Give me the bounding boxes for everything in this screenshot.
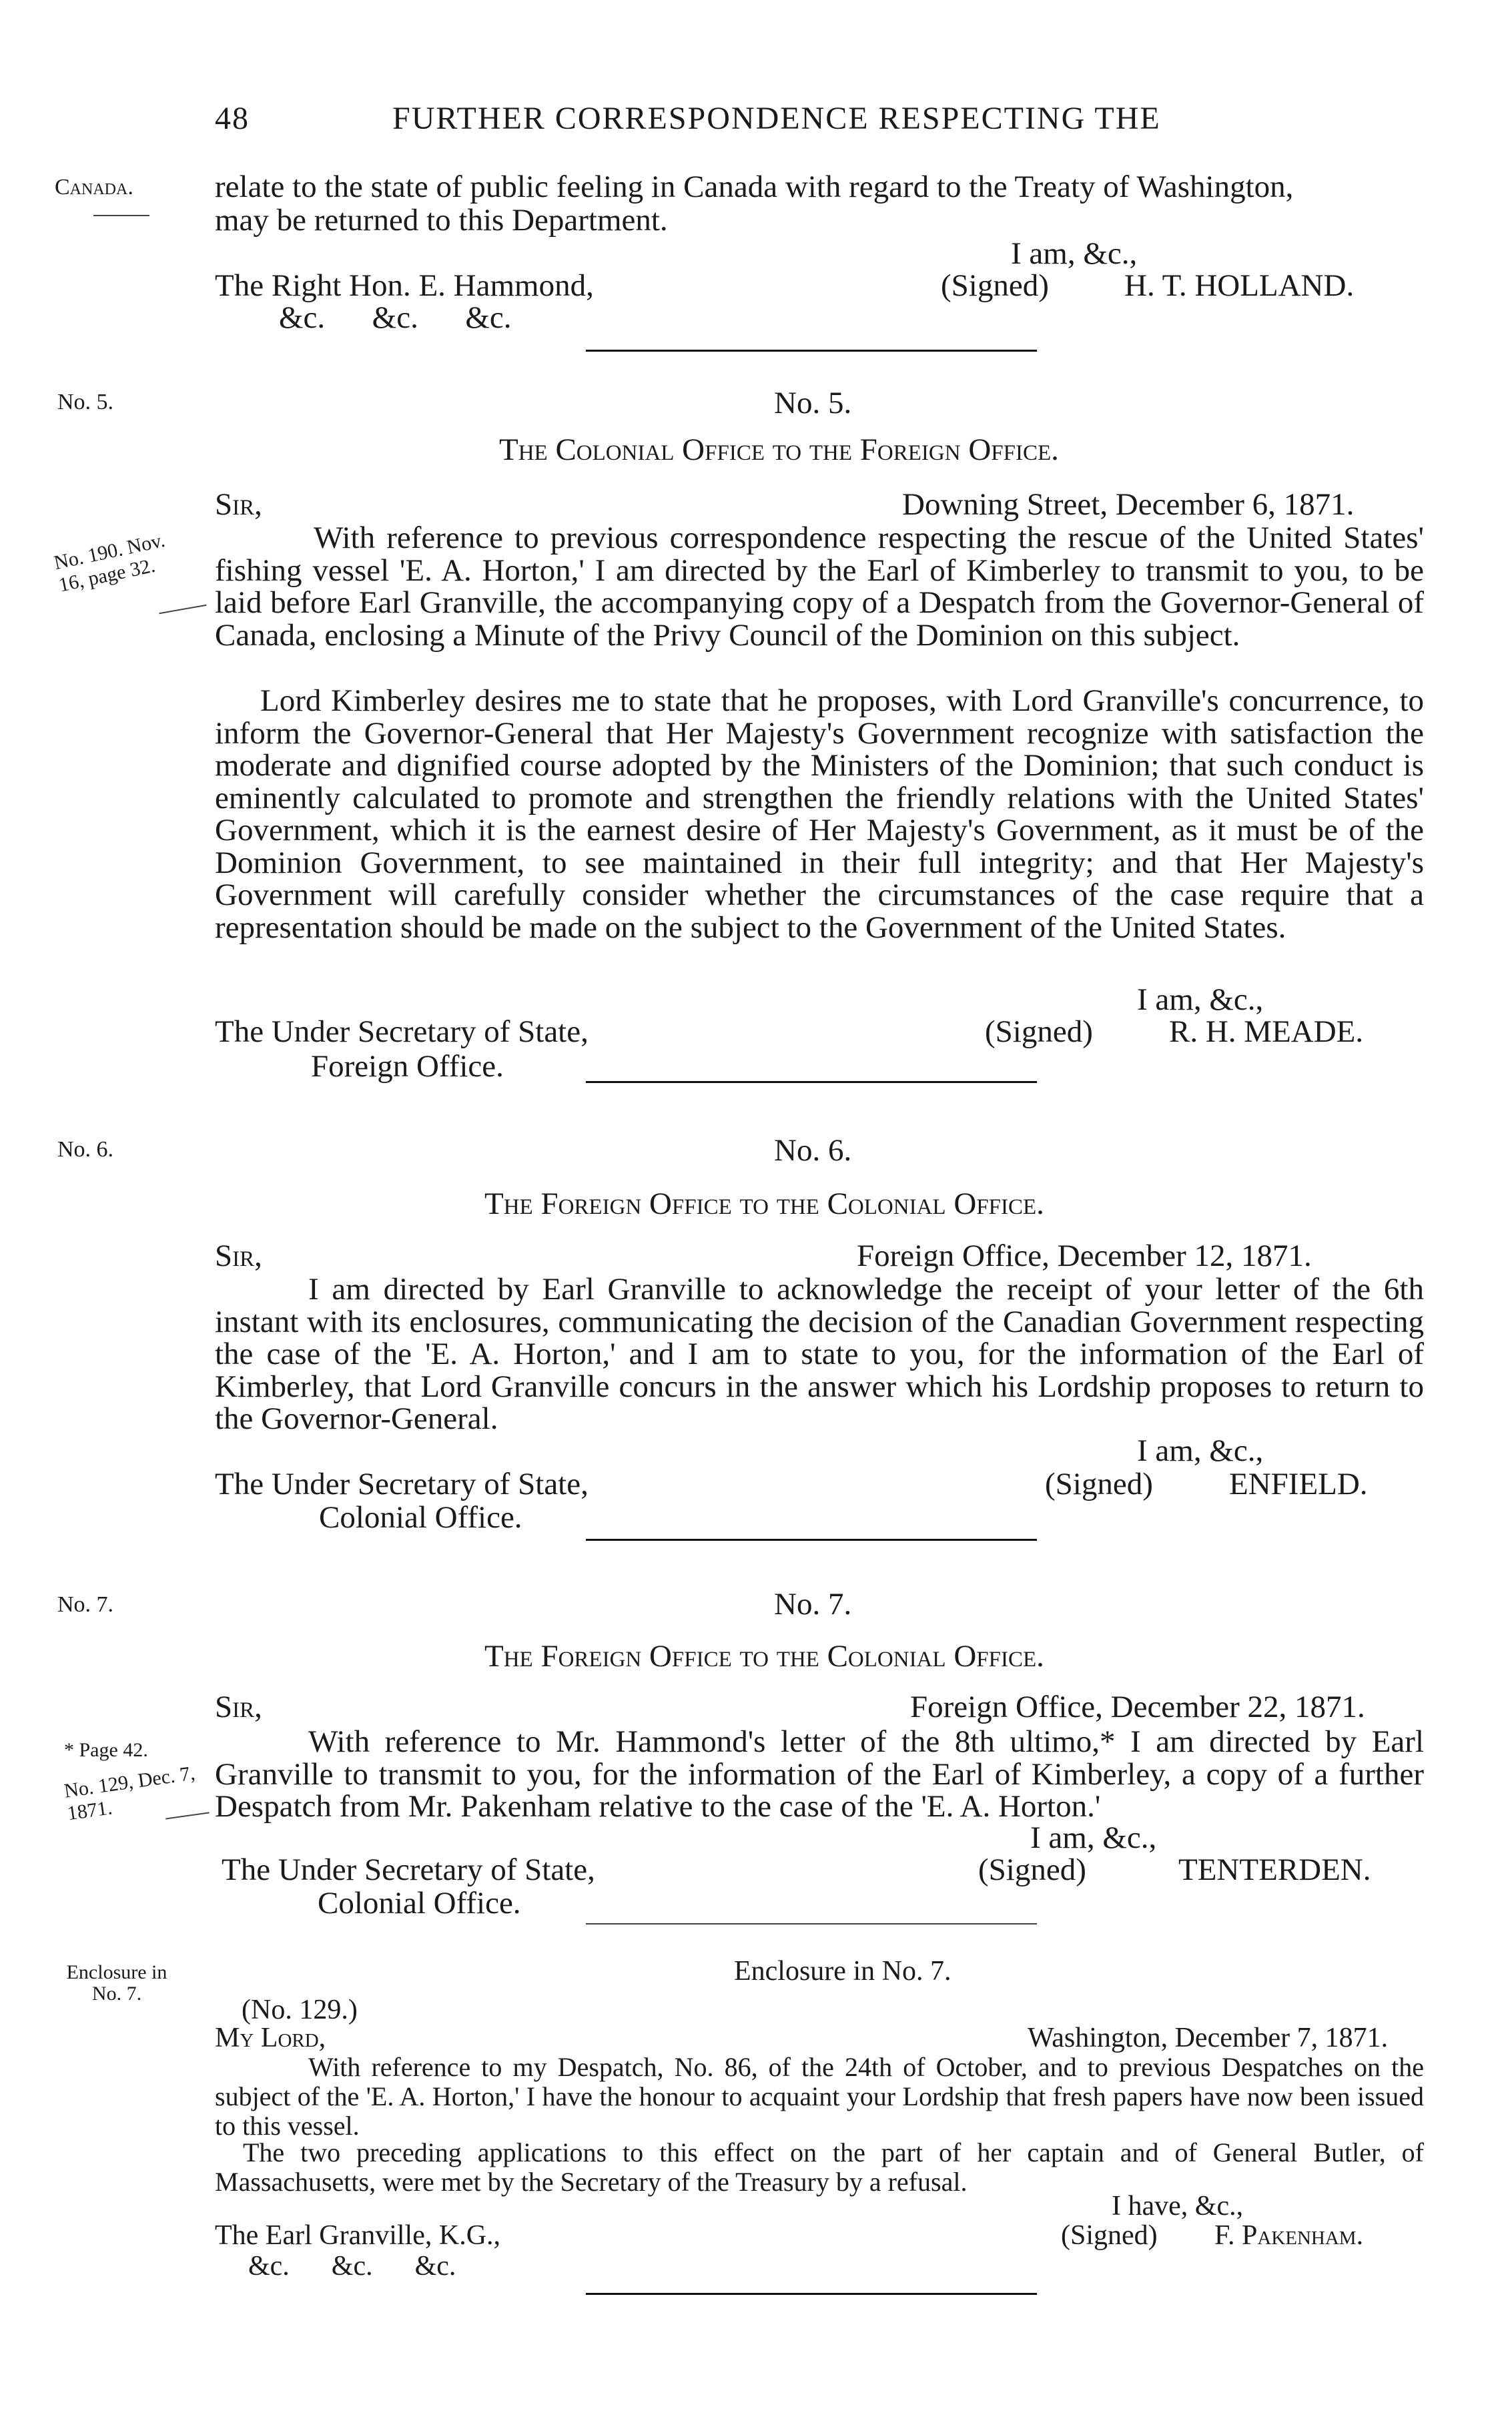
- enclosure-signatory: F. Pakenham.: [1214, 2220, 1364, 2251]
- no7-margin-ref-line: [165, 1812, 210, 1819]
- prev-line1: relate to the state of public feeling in Canada with regard to the Treaty of Washington,: [215, 169, 1294, 204]
- prev-recipient: The Right Hon. E. Hammond,: [215, 268, 594, 303]
- margin-no6: No. 6.: [57, 1137, 114, 1162]
- divider-5: [586, 2293, 1037, 2295]
- no5-title: No. 5.: [774, 386, 852, 420]
- no5-subtitle: The Colonial Office to the Foreign Office.: [499, 432, 1059, 467]
- no5-recipient2: Foreign Office.: [311, 1049, 504, 1084]
- divider-2: [586, 1081, 1037, 1083]
- divider-1: [586, 350, 1037, 352]
- no7-subtitle: The Foreign Office to the Colonial Office.: [484, 1639, 1044, 1674]
- margin-canada: Canada.: [55, 175, 133, 200]
- no5-salutation: Sir,: [215, 487, 262, 522]
- enclosure-closing: I have, &c.,: [1112, 2191, 1244, 2221]
- margin-no7: No. 7.: [57, 1592, 114, 1617]
- divider-4: [586, 1923, 1037, 1925]
- prev-line2: may be returned to this Department.: [215, 203, 668, 238]
- no6-dateline: Foreign Office, December 12, 1871.: [857, 1239, 1312, 1273]
- enclosure-para2: The two preceding applications to this effect on the part of her captain and of General Butler, of Massachusetts, were met by the Secretary of the Treasury by a refusal.: [215, 2137, 1424, 2197]
- prev-signatory: H. T. HOLLAND.: [1124, 268, 1355, 303]
- no5-dateline: Downing Street, December 6, 1871.: [902, 487, 1355, 522]
- page-number: 48: [215, 101, 250, 136]
- divider-3: [586, 1539, 1037, 1541]
- no5-signed: (Signed): [985, 1014, 1093, 1049]
- no7-signatory: TENTERDEN.: [1178, 1852, 1371, 1887]
- no6-recipient: The Under Secretary of State,: [215, 1467, 589, 1501]
- no7-signed: (Signed): [978, 1852, 1086, 1887]
- no5-para1: With reference to previous correspondence respecting the rescue of the United States' fishing vessel 'E. A. Horton,' I am directed by the Earl of Kimberley to transmit to you, to be laid before Earl Granville, the accompanying copy of a Despatch from the Governor-General of Canada, enclosing a Minute of the Privy Council of the Dominion on this subject.: [215, 521, 1424, 653]
- enclosure-ref: (No. 129.): [242, 1995, 358, 2025]
- no7-dateline: Foreign Office, December 22, 1871.: [910, 1690, 1365, 1724]
- no5-margin-ref-line: [159, 605, 206, 614]
- no6-signatory: ENFIELD.: [1229, 1467, 1368, 1501]
- no6-closing: I am, &c.,: [1137, 1433, 1264, 1468]
- no6-signed: (Signed): [1045, 1467, 1153, 1501]
- no7-para1: With reference to Mr. Hammond's letter of the 8th ultimo,* I am directed by Earl Granville to transmit to you, for the information of the Earl of Kimberley, a copy of a further Despatch from Mr. Pakenham relative to the case of the 'E. A. Horton.': [215, 1724, 1424, 1824]
- no7-title: No. 7.: [774, 1587, 852, 1622]
- no7-margin-note1: * Page 42.: [64, 1739, 148, 1761]
- no7-recipient: The Under Secretary of State,: [222, 1852, 595, 1887]
- margin-enclosure: Enclosure in No. 7.: [66, 1961, 167, 2005]
- no5-closing: I am, &c.,: [1137, 982, 1264, 1017]
- no7-margin-ref: No. 129, Dec. 7, 1871.: [63, 1762, 197, 1825]
- no7-closing: I am, &c.,: [1030, 1820, 1157, 1855]
- no6-salutation: Sir,: [215, 1239, 262, 1273]
- enclosure-dateline: Washington, December 7, 1871.: [1028, 2023, 1389, 2053]
- enclosure-title: Enclosure in No. 7.: [734, 1956, 952, 1987]
- no7-salutation: Sir,: [215, 1690, 262, 1724]
- no5-signatory: R. H. MEADE.: [1169, 1014, 1364, 1049]
- prev-signed: (Signed): [941, 268, 1049, 303]
- no7-recipient2: Colonial Office.: [318, 1886, 521, 1921]
- no5-para2: Lord Kimberley desires me to state that he proposes, with Lord Granville's concurrence, to inform the Governor-General that Her Majesty's Government recognize with satisfaction the moderate and dignified course adopted by the Ministers of the Dominion; that such conduct is eminently calculated to promote and strengthen the friendly relations with the United States' Government, which it is the earnest desire of Her Majesty's Government, as it must be of the Dominion Government, to see maintained in their full integrity; and that Her Majesty's Government will carefully consider whether the circumstances of the case require that a representation should be made on the subject to the Government of the United States.: [215, 683, 1424, 945]
- no5-recipient: The Under Secretary of State,: [215, 1014, 589, 1049]
- no6-para1: I am directed by Earl Granville to acknowledge the receipt of your letter of the 6th instant with its enclosures, communicating the decision of the Canadian Government respecting the case of the 'E. A. Horton,' and I am to state to you, for the information of the Earl of Kimberley, that Lord Granville concurs in the answer which his Lordship proposes to return to the Governor-General.: [215, 1272, 1424, 1436]
- enclosure-para1: With reference to my Despatch, No. 86, of the 24th of October, and to previous Despatches on the subject of the 'E. A. Horton,' I have the honour to acquaint your Lordship that fresh papers have now been issued to this vessel.: [215, 2052, 1424, 2141]
- running-title: FURTHER CORRESPONDENCE RESPECTING THE: [392, 101, 1161, 136]
- margin-canada-rule: [93, 215, 149, 216]
- enclosure-signed: (Signed): [1061, 2220, 1158, 2251]
- enclosure-salutation: My Lord,: [215, 2023, 326, 2053]
- margin-no5: No. 5.: [57, 390, 114, 414]
- enclosure-recipient-etc: &c. &c. &c.: [248, 2251, 456, 2282]
- no6-recipient2: Colonial Office.: [319, 1500, 522, 1535]
- no6-subtitle: The Foreign Office to the Colonial Office.: [484, 1186, 1044, 1221]
- prev-closing: I am, &c.,: [1011, 236, 1138, 271]
- no5-margin-ref: No. 190. Nov. 16, page 32.: [52, 529, 167, 597]
- no6-title: No. 6.: [774, 1133, 852, 1168]
- enclosure-recipient: The Earl Granville, K.G.,: [215, 2220, 501, 2251]
- prev-recipient-etc: &c. &c. &c.: [279, 300, 512, 335]
